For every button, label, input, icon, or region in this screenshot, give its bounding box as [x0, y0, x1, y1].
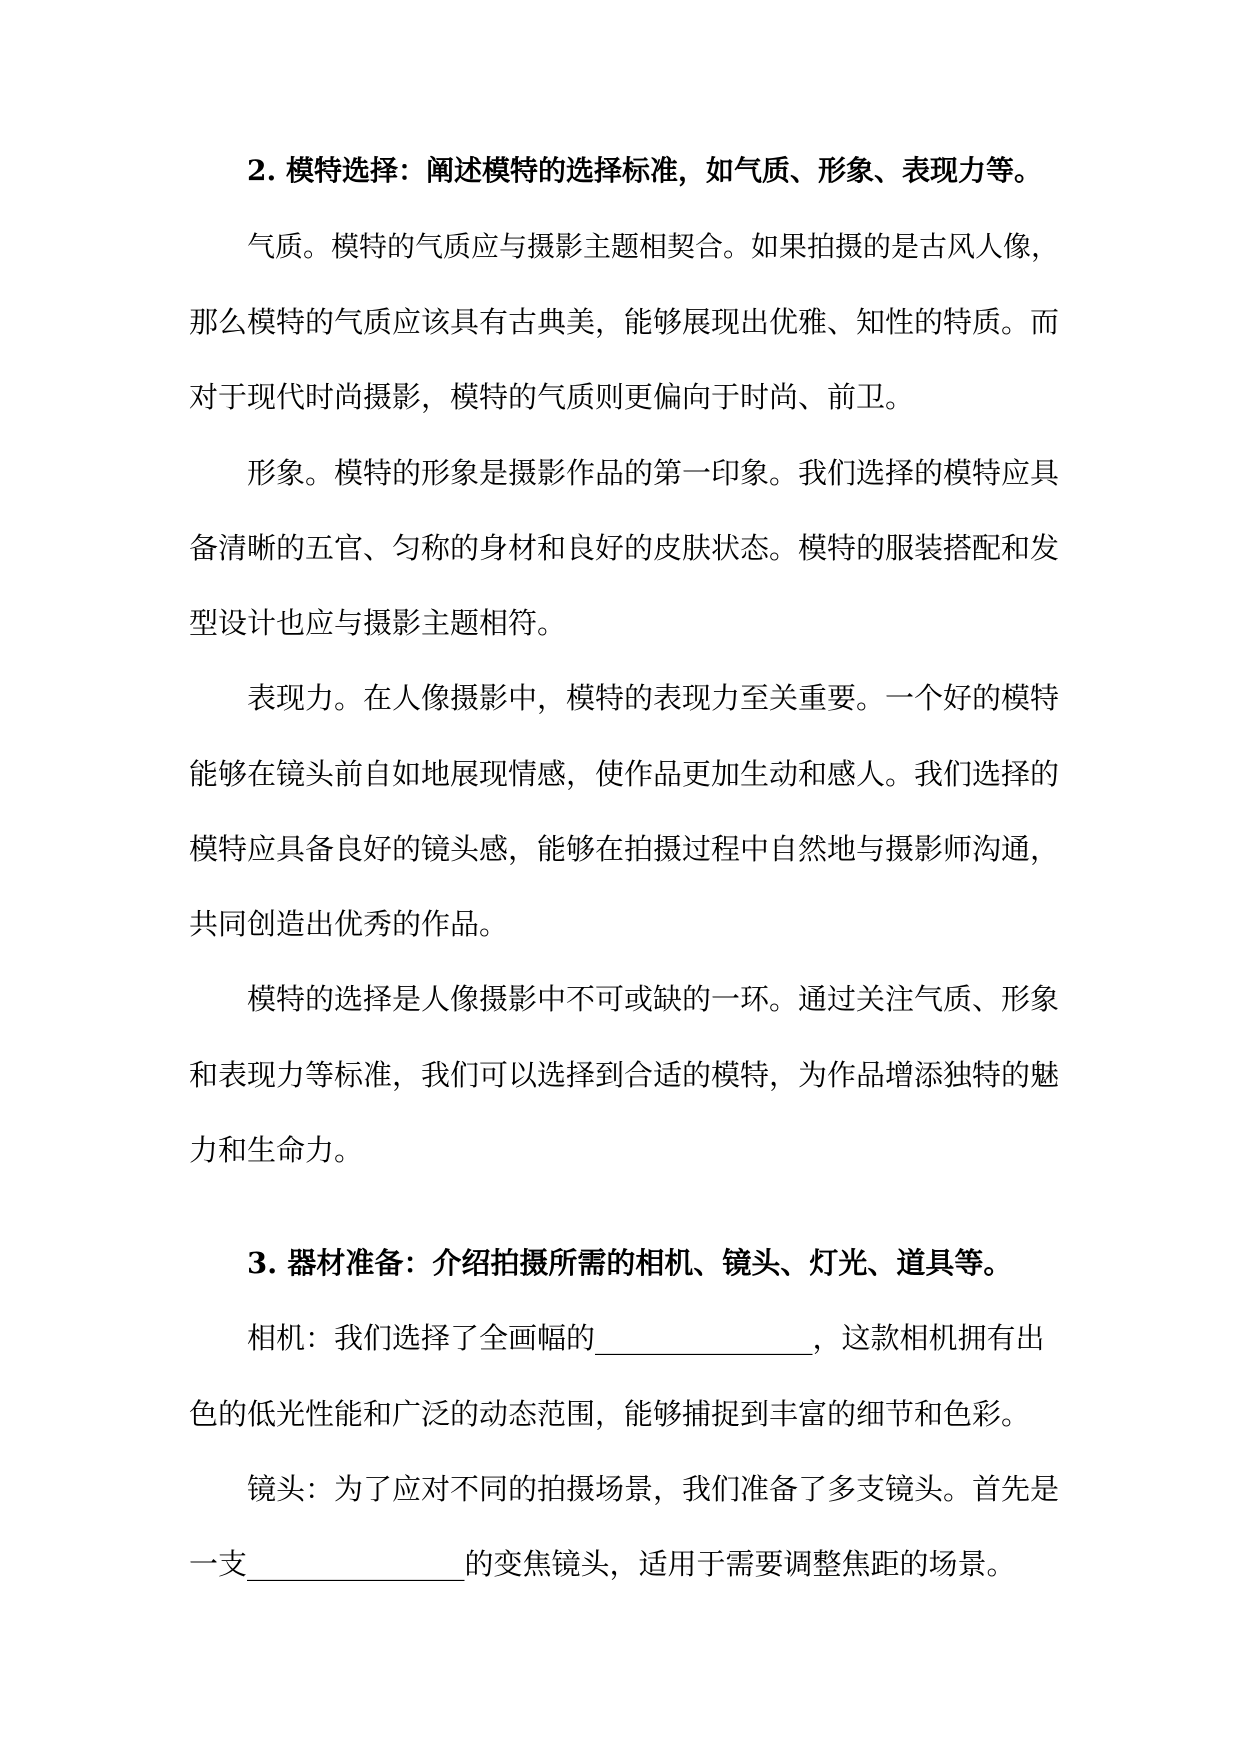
paragraph-text: 气质。模特的气质应与摄影主题相契合。如果拍摄的是古风人像， — [247, 230, 1060, 263]
paragraph-line — [247, 979, 1059, 1019]
paragraph-text: 镜头：为了应对不同的拍摄场景，我们准备了多支镜头。首先是 — [247, 1472, 1060, 1506]
paragraph-line — [247, 1469, 1059, 1509]
paragraph-text: 备清晰的五官、匀称的身材和良好的皮肤状态。模特的服装搭配和发 — [189, 531, 1060, 565]
paragraph-line — [189, 302, 1059, 342]
paragraph-text: 模特应具备良好的镜头感，能够在拍摄过程中自然地与摄影师沟通， — [189, 832, 1060, 866]
paragraph-line: 型设计也应与摄影主题相符。 — [189, 606, 567, 640]
paragraph-line — [247, 678, 1059, 718]
paragraph-line: 一支_______________的变焦镜头，适用于需要调整焦距的场景。 — [189, 1547, 1016, 1581]
paragraph-text: 和表现力等标准，我们可以选择到合适的模特，为作品增添独特的魅 — [189, 1058, 1060, 1092]
paragraph-text: 能够在镜头前自如地展现情感，使作品更加生动和感人。我们选择的 — [189, 757, 1060, 791]
paragraph-line: 共同创造出优秀的作品。 — [189, 907, 509, 941]
paragraph-text: 表现力。在人像摄影中，模特的表现力至关重要。一个好的模特 — [247, 681, 1060, 715]
paragraph-text: 模特的选择是人像摄影中不可或缺的一环。通过关注气质、形象 — [247, 982, 1060, 1016]
paragraph-line: 色的低光性能和广泛的动态范围，能够捕捉到丰富的细节和色彩。 — [189, 1397, 1031, 1431]
section-heading: 2. 模特选择：阐述模特的选择标准，如气质、形象、表现力等。 — [247, 154, 1042, 187]
section-heading: 3. 器材准备：介绍拍摄所需的相机、镜头、灯光、道具等。 — [247, 1246, 1013, 1280]
paragraph-line — [189, 1055, 1059, 1095]
paragraph-line: 力和生命力。 — [189, 1133, 364, 1167]
paragraph-text: 相机：我们选择了全画幅的_______________，这款相机拥有出 — [247, 1321, 1045, 1355]
paragraph-line — [189, 829, 1059, 869]
paragraph-line — [189, 528, 1059, 568]
paragraph-line — [247, 1318, 1059, 1358]
paragraph-text: 形象。模特的形象是摄影作品的第一印象。我们选择的模特应具 — [247, 456, 1060, 490]
paragraph-line — [247, 227, 1059, 267]
paragraph-text: 那么模特的气质应该具有古典美，能够展现出优雅、知性的特质。而 — [189, 305, 1060, 339]
paragraph-line: 对于现代时尚摄影，模特的气质则更偏向于时尚、前卫。 — [189, 380, 915, 414]
paragraph-line — [247, 453, 1059, 493]
paragraph-line — [189, 754, 1059, 794]
